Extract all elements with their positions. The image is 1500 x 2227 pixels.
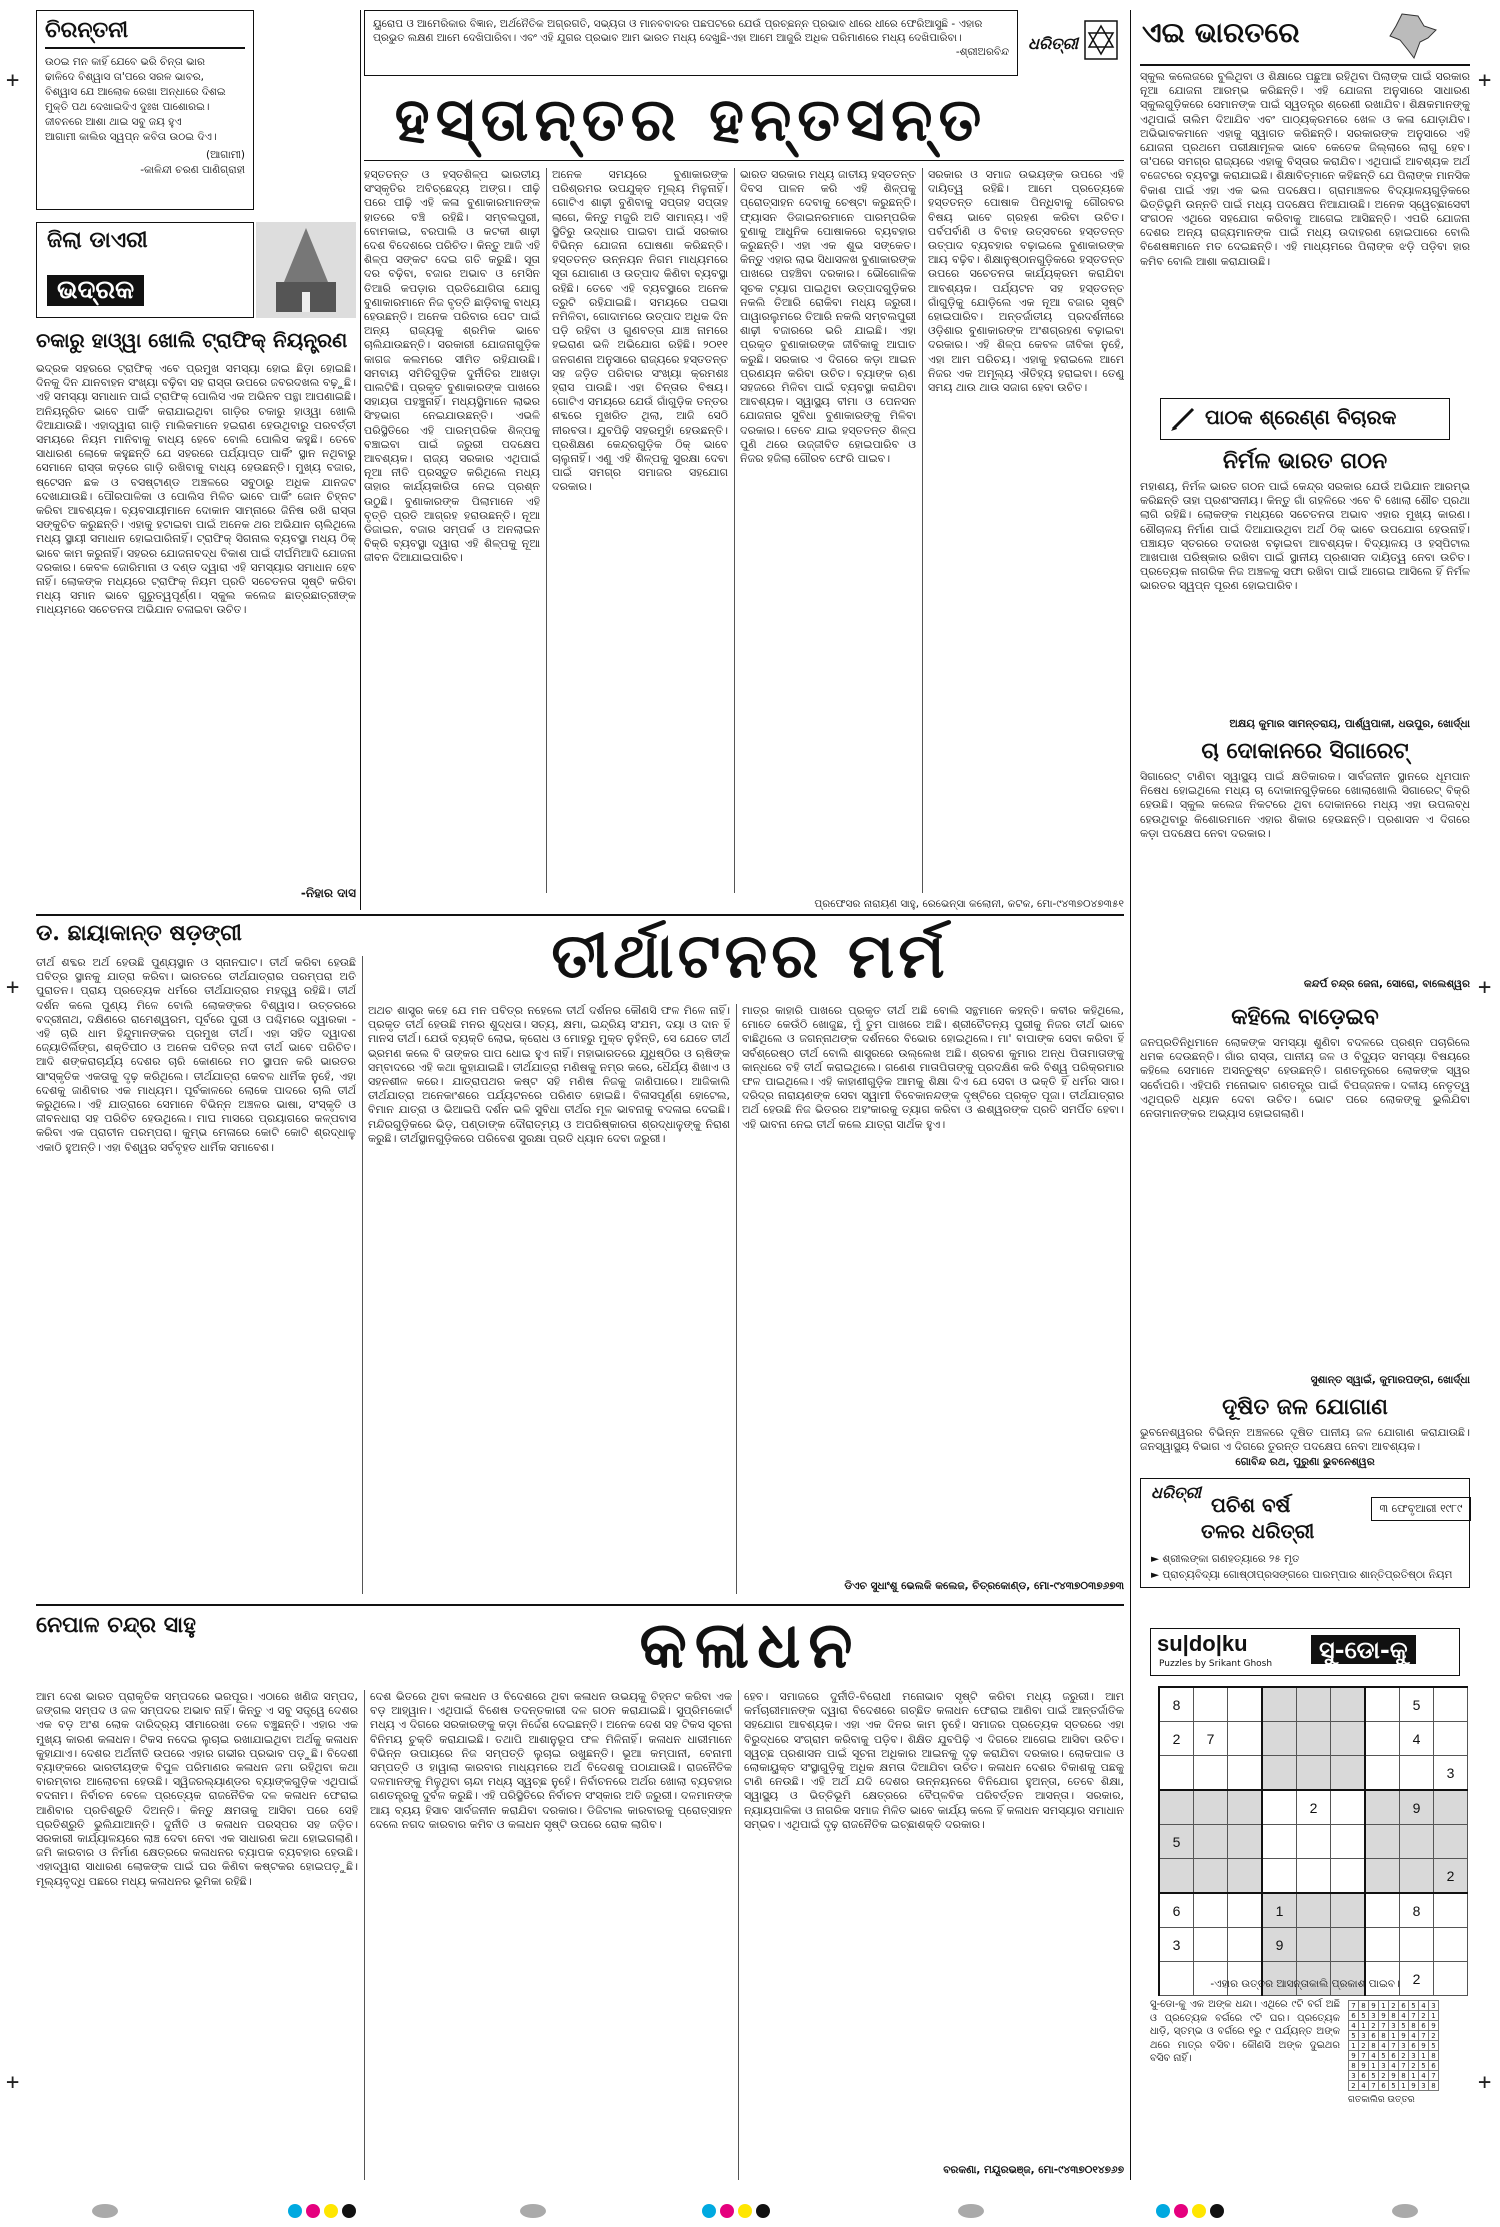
column-rule bbox=[1130, 10, 1131, 2180]
sudoku-solution-cell: 9 bbox=[1429, 2021, 1439, 2031]
paragraph: ଭାରତ ସରକାର ମଧ୍ୟ ଜାତୀୟ ହସ୍ତତନ୍ତ ଦିବସ ପାଳନ କରି ଏହି ଶିଳ୍ପକୁ ପ୍ରୋତ୍ସାହନ ଦେବାକୁ ଚେଷ୍ଟା କରୁଛନ୍ତି। ଫ୍ୟାସନ ଡିଜାଇନରମାନେ ପାରମ୍ପରିକ ବୁଣାକୁ ଆଧୁନିକ ପୋଷାକରେ ବ୍ୟବହାର କରୁଛନ୍ତି। ଏହା ଏକ ଶୁଭ ସଙ୍କେତ। କିନ୍ତୁ ଏହାର ଲାଭ ସିଧାସଳଖ ବୁଣାକାରଙ୍କ ପାଖରେ ପହଞ୍ଚିବା ଦରକାର। ଭୌଗୋଳିକ ସୂଚକ ଟ୍ୟାଗ ପାଇଥିବା ଉତ୍ପାଦଗୁଡ଼ିକର ନକଲି ତିଆରି ରୋକିବା ମଧ୍ୟ ଜରୁରୀ। ପାୱାରଲୁମରେ ତିଆରି ନକଲି ସମ୍ବଲପୁରୀ ଶାଢ଼ୀ ବଜାରରେ ଭରି ଯାଇଛି। ଏହା ପ୍ରକୃତ ବୁଣାକାରଙ୍କ ଜୀବିକାକୁ ଆଘାତ କରୁଛି। ସରକାର ଏ ଦିଗରେ କଡ଼ା ଆଇନ ପ୍ରଣୟନ କରିବା ଉଚିତ। ବ୍ୟାଙ୍କ ଋଣ ସହଜରେ ମିଳିବା ପାଇଁ ବ୍ୟବସ୍ଥା କରାଯିବା ଆବଶ୍ୟକ। ସ୍ୱାସ୍ଥ୍ୟ ବୀମା ଓ ପେନସନ ଯୋଜନାର ସୁବିଧା ବୁଣାକାରଙ୍କୁ ମିଳିବା ଦରକାର। ତେବେ ଯାଇ ହସ୍ତତନ୍ତ ଶିଳ୍ପ ପୁଣି ଥରେ ଉଜ୍ଜୀବିତ ହୋଇପାରିବ ଓ ନିଜର ହଜିଲା ଗୌରବ ଫେରି ପାଇବ। bbox=[740, 168, 916, 466]
sudoku-solution-cell: 8 bbox=[1379, 2031, 1389, 2041]
sudoku-cell bbox=[1365, 1687, 1400, 1722]
divider bbox=[1140, 64, 1470, 66]
quote-box bbox=[364, 10, 1018, 76]
star-emblem-icon bbox=[1084, 20, 1118, 60]
sudoku-cell: 3 bbox=[1159, 1928, 1194, 1962]
sudoku-solution-table bbox=[1348, 2000, 1439, 2091]
hastantara-col-2 bbox=[552, 168, 728, 893]
column-rule bbox=[546, 168, 547, 893]
jila-diary-author: -ନିହାର ଦାସ bbox=[300, 886, 356, 900]
sudoku-solution-cell: 3 bbox=[1369, 2011, 1379, 2021]
archive-item-2: ► ପ୍ରାଚ୍ୟବିଦ୍ୟା ଗୋଷ୍ଠୀପ୍ରସଙ୍ଗରେ ପାରମ୍ପାର ଶାନ୍ତିପ୍ରତିଷ୍ଠା ନିୟମ bbox=[1151, 1569, 1453, 1581]
kaladhana-col-2 bbox=[370, 1690, 732, 2180]
sudoku-cell: 2 bbox=[1400, 1962, 1434, 1996]
sudoku-cell: 2 bbox=[1159, 1722, 1194, 1756]
quote-text: ୟୁରୋପ ଓ ଆମେରିକାର ବିଜ୍ଞାନ, ଅର୍ଥନୈତିକ ଅଗ୍ରଗତି, ସଭ୍ୟତା ଓ ମାନବବାଦର ପଛପଟରେ ଯେଉଁ ପ୍ରଚ୍ଛନ୍ନ ପ୍ରଭାବ ଧୀରେ ଧୀରେ ଫେରିଆସୁଛି - ଏହାର ପ୍ରଭୁତ ଲକ୍ଷଣ ଆମେ ଦେଖିପାରିବା। ଏବଂ ଏହି ଯୁଗର ପ୍ରଭାବ ଆମ ଭାରତ ମଧ୍ୟ ଦେଖୁଛି-ଏହା ଆମେ ଆଜୁରି ଅଧିକ ପରିମାଣରେ ମଧ୍ୟ ଦେଖିପାରିବା। bbox=[373, 18, 983, 44]
sudoku-cell bbox=[1262, 1825, 1297, 1859]
letter-body-4 bbox=[1140, 1426, 1470, 1456]
sudoku-solution-cell: 4 bbox=[1389, 2061, 1399, 2071]
poem-line: ଆଗାମୀ କାଲିର ସ୍ୱପ୍ନ କବିତା ଉଠଇ ଦିଏ। bbox=[45, 131, 217, 143]
kaladhana-col-1 bbox=[36, 1690, 358, 2180]
sudoku-solution-cell: 2 bbox=[1379, 2071, 1389, 2081]
sudoku-solution-cell: 1 bbox=[1419, 2051, 1429, 2061]
sudoku-solution-cell: 5 bbox=[1429, 2041, 1439, 2051]
sudoku-cell bbox=[1297, 1825, 1331, 1859]
sudoku-solution-cell: 3 bbox=[1399, 2041, 1409, 2051]
paragraph: ଆମ ଦେଶ ଭାରତ ପ୍ରାକୃତିକ ସମ୍ପଦରେ ଭରପୂର। ଏଠାରେ ଖଣିଜ ସମ୍ପଦ, ଜଙ୍ଗଲ ସମ୍ପଦ ଓ ଜଳ ସମ୍ପଦର ଅଭାବ ନାହିଁ। କିନ୍ତୁ ଏ ସବୁ ସତ୍ତ୍ୱେ ଦେଶର ଏକ ବଡ଼ ଅଂଶ ଲୋକ ଦାରିଦ୍ର୍ୟ ସୀମାରେଖା ତଳେ ବଞ୍ଚୁଛନ୍ତି। ଏହାର ଏକ ମୁଖ୍ୟ କାରଣ କଳାଧନ। ଟିକସ ନଦେଇ ଲୁଚାଇ ରଖାଯାଇଥିବା ଅର୍ଥକୁ କଳାଧନ କୁହାଯାଏ। ଦେଶର ଅର୍ଥନୀତି ଉପରେ ଏହାର ଗଭୀର ପ୍ରଭାବ ପଡ଼ୁଛି। ବିଦେଶୀ ବ୍ୟାଙ୍କରେ ଭାରତୀୟଙ୍କ ବିପୁଳ ପରିମାଣର କଳାଧନ ଜମା ରହିଥିବା କଥା ବାରମ୍ବାର ଆଲୋଚନା ହେଉଛି। ସ୍ୱିଜରଲ୍ୟାଣ୍ଡର ବ୍ୟାଙ୍କଗୁଡ଼ିକ ଏଥିପାଇଁ ବଦନାମ। ନିର୍ବାଚନ ବେଳେ ପ୍ରତ୍ୟେକ ରାଜନୈତିକ ଦଳ କଳାଧନ ଫେରାଇ ଆଣିବାର ପ୍ରତିଶ୍ରୁତି ଦିଅନ୍ତି। କିନ୍ତୁ କ୍ଷମତାକୁ ଆସିବା ପରେ ସେହି ପ୍ରତିଶ୍ରୁତି ଭୁଲିଯାଆନ୍ତି। ଦୁର୍ନୀତି ଓ କଳାଧନ ପରସ୍ପର ସହ ଜଡ଼ିତ। ସରକାରୀ କାର୍ଯ୍ୟାଳୟରେ ଲାଞ୍ଚ ଦେବା ନେବା ଏକ ସାଧାରଣ କଥା ହୋଇଗଲାଣି। ଜମି କାରବାର ଓ ନିର୍ମାଣ କ୍ଷେତ୍ରରେ କଳାଧନର ବ୍ୟାପକ ବ୍ୟବହାର ହେଉଛି। ଏହାଦ୍ୱାରା ସାଧାରଣ ଲୋକଙ୍କ ପାଇଁ ଘର କିଣିବା କଷ୍ଟକର ହୋଇପଡ଼ୁଛି। ମୂଲ୍ୟବୃଦ୍ଧି ପଛରେ ମଧ୍ୟ କଳାଧନର ଭୂମିକା ରହିଛି। bbox=[36, 1690, 358, 1888]
letter-author-1: ଅକ୍ଷୟ କୁମାର ସାମନ୍ତରାୟ, ପାର୍ଶ୍ୱପାଳୀ, ଧଉପୁର, ଖୋର୍ଦ୍ଧା bbox=[1229, 718, 1470, 730]
sudoku-cell bbox=[1262, 1687, 1297, 1722]
sudoku-solution-cell: 9 bbox=[1389, 2071, 1399, 2081]
sudoku-grid bbox=[1158, 1686, 1468, 1996]
letter-body-3 bbox=[1140, 1036, 1470, 1372]
sudoku-cell bbox=[1297, 1859, 1331, 1894]
poem-lines bbox=[45, 55, 245, 145]
sudoku-solution-cell: 6 bbox=[1429, 2061, 1439, 2071]
hastantara-col-1 bbox=[364, 168, 540, 893]
sudoku-solution-cell: 5 bbox=[1389, 2081, 1399, 2091]
sudoku-solution-cell: 8 bbox=[1349, 2061, 1359, 2071]
sudoku-solution-cell: 1 bbox=[1359, 2021, 1369, 2031]
sudoku-cell bbox=[1297, 1756, 1331, 1791]
sudoku-cell: 7 bbox=[1194, 1722, 1228, 1756]
paragraph: ତୀର୍ଥ ଶବ୍ଦର ଅର୍ଥ ହେଉଛି ପୁଣ୍ୟସ୍ଥାନ ଓ ସ୍ନାନଘାଟ। ତୀର୍ଥ କରିବା ହେଉଛି ପବିତ୍ର ସ୍ଥାନକୁ ଯାତ୍ରା କରିବା। ଭାରତରେ ତୀର୍ଥଯାତ୍ରାର ପରମ୍ପରା ଅତି ପୁରାତନ। ପ୍ରାୟ ପ୍ରତ୍ୟେକ ଧର୍ମରେ ତୀର୍ଥଯାତ୍ରାର ମହତ୍ତ୍ୱ ରହିଛି। ତୀର୍ଥ ଦର୍ଶନ କଲେ ପୁଣ୍ୟ ମିଳେ ବୋଲି ଲୋକଙ୍କର ବିଶ୍ୱାସ। ଉତ୍ତରରେ ବଦ୍ରୀନାଥ, ଦକ୍ଷିଣରେ ରାମେଶ୍ୱରମ, ପୂର୍ବରେ ପୁରୀ ଓ ପଶ୍ଚିମରେ ଦ୍ୱାରକା - ଏହି ଚାରି ଧାମ ହିନ୍ଦୁମାନଙ୍କର ପ୍ରମୁଖ ତୀର୍ଥ। ଏହା ସହିତ ଦ୍ୱାଦଶ ଜ୍ୟୋତିର୍ଲିଙ୍ଗ, ଶକ୍ତିପୀଠ ଓ ଅନେକ ପବିତ୍ର ନଦୀ ତୀର୍ଥ ଭାବେ ପରିଚିତ। ଆଦି ଶଙ୍କରାଚାର୍ଯ୍ୟ ଦେଶର ଚାରି କୋଣରେ ମଠ ସ୍ଥାପନ କରି ଭାରତର ସାଂସ୍କୃତିକ ଏକତାକୁ ଦୃଢ଼ କରିଥିଲେ। ତୀର୍ଥଯାତ୍ରା କେବଳ ଧାର୍ମିକ ନୁହେଁ, ଏହା ଦେଶକୁ ଜାଣିବାର ଏକ ମାଧ୍ୟମ। ପୂର୍ବକାଳରେ ଲୋକେ ପାଦରେ ଚାଲି ତୀର୍ଥ କରୁଥିଲେ। ଏହି ଯାତ୍ରାରେ ସେମାନେ ବିଭିନ୍ନ ଅଞ୍ଚଳର ଭାଷା, ସଂସ୍କୃତି ଓ ଜୀବନଧାରା ସହ ପରିଚିତ ହେଉଥିଲେ। ମାଘ ମାସରେ ପ୍ରୟାଗରେ କଳ୍ପବାସ କରିବା ଏକ ପ୍ରାଚୀନ ପରମ୍ପରା। କୁମ୍ଭ ମେଳାରେ କୋଟି କୋଟି ଶ୍ରଦ୍ଧାଳୁ ଏକାଠି ହୁଅନ୍ତି। ଏହା ବିଶ୍ୱର ସର୍ବବୃହତ ଧାର୍ମିକ ସମାବେଶ। bbox=[36, 956, 356, 1154]
sudoku-solution-cell: 3 bbox=[1379, 2061, 1389, 2071]
sudoku-cell bbox=[1194, 1825, 1228, 1859]
jila-diary-body bbox=[36, 362, 356, 882]
tirthatana-col-1 bbox=[36, 956, 356, 1594]
sudoku-cell bbox=[1365, 1790, 1400, 1825]
poem-line: ଉଠଇ ମନ କାହିଁ ଯେବେ ଭରି ଚିନ୍ତା ଭାର bbox=[45, 56, 205, 68]
sudoku-solution-cell: 6 bbox=[1369, 2031, 1379, 2041]
sudoku-cell bbox=[1262, 1756, 1297, 1791]
sudoku-logo: su|do|ku bbox=[1157, 1631, 1248, 1656]
sudoku-solution-cell: 9 bbox=[1409, 2081, 1419, 2091]
sudoku-solution-cell: 5 bbox=[1379, 2051, 1389, 2061]
sudoku-cell bbox=[1331, 1687, 1366, 1722]
hastantara-headline: ହସ୍ତାନ୍ତର ହନ୍ତସନ୍ତ bbox=[394, 85, 988, 155]
letter-author-2: କନ୍ଦର୍ପ ଚନ୍ଦ୍ର ଜେନା, ସୋରୋ, ବାଲେଶ୍ୱର bbox=[1303, 978, 1470, 990]
quote-author: -ଶ୍ରୀଅରବିନ୍ଦ bbox=[955, 46, 1009, 58]
sudoku-cell bbox=[1365, 1893, 1400, 1928]
sudoku-solution-cell: 3 bbox=[1389, 2021, 1399, 2031]
sudoku-cell bbox=[1228, 1756, 1263, 1791]
sudoku-cell bbox=[1365, 1722, 1400, 1756]
sudoku-solution-cell: 2 bbox=[1399, 2051, 1409, 2061]
sudoku-solution-cell: 4 bbox=[1379, 2041, 1389, 2051]
poem-source: (ଆଗାମୀ) bbox=[206, 149, 245, 161]
archive-title-1: ପଚିଶ ବର୍ଷ bbox=[1211, 1493, 1291, 1517]
sudoku-cell bbox=[1159, 1790, 1194, 1825]
column-rule bbox=[736, 1004, 737, 1594]
sudoku-cell bbox=[1400, 1928, 1434, 1962]
tirthatana-byline: ଡ. ଛାୟାକାନ୍ତ ଷଡ଼ଙ୍ଗୀ bbox=[36, 920, 242, 946]
sudoku-rules bbox=[1150, 1998, 1340, 2158]
crop-mark-right-mid: + bbox=[1478, 975, 1492, 1000]
column-rule bbox=[922, 168, 923, 893]
sudoku-cell bbox=[1365, 1928, 1400, 1962]
sudoku-solution-cell: 7 bbox=[1369, 2081, 1379, 2091]
sudoku-cell: 4 bbox=[1400, 1722, 1434, 1756]
jila-diary-label: ଜିଲା ଡାଏରୀ bbox=[47, 227, 148, 253]
sudoku-solution-cell: 2 bbox=[1369, 2021, 1379, 2031]
sudoku-solution-cell: 8 bbox=[1359, 2001, 1369, 2011]
poem-title: ଚିରନ୍ତନୀ bbox=[45, 17, 245, 49]
masthead-logo-text: ଧରିତ୍ରୀ bbox=[1028, 34, 1078, 53]
paragraph: ଜନପ୍ରତିନିଧିମାନେ ଲୋକଙ୍କ ସମସ୍ୟା ଶୁଣିବା ବଦଳରେ ପ୍ରଶ୍ନ ପଚାରିଲେ ଧମକ ଦେଉଛନ୍ତି। ଗାଁର ରାସ୍ତା, ପାନୀୟ ଜଳ ଓ ବିଦ୍ୟୁତ ସମସ୍ୟା ବିଷୟରେ କହିଲେ ସେମାନେ ଅସନ୍ତୁଷ୍ଟ ହେଉଛନ୍ତି। ଗଣତନ୍ତ୍ରରେ ଲୋକଙ୍କ ସ୍ୱର ସର୍ବୋପରି। ଏହିପରି ମନୋଭାବ ଗଣତନ୍ତ୍ର ପାଇଁ ବିପଜ୍ଜନକ। ଦଳୀୟ ନେତୃତ୍ୱ ଏଥିପ୍ରତି ଧ୍ୟାନ ଦେବା ଉଚିତ। ଭୋଟ ପରେ ଲୋକଙ୍କୁ ଭୁଲିଯିବା ନେତାମାନଙ୍କର ଅଭ୍ୟାସ ହୋଇଗଲାଣି। bbox=[1140, 1036, 1470, 1121]
sudoku-cell bbox=[1331, 1756, 1366, 1791]
kaladhana-headline: କଳାଧନ bbox=[639, 1608, 861, 1683]
masthead-logo bbox=[1022, 12, 1122, 74]
sudoku-solution-cell: 8 bbox=[1389, 2011, 1399, 2021]
letters-header bbox=[1160, 398, 1450, 440]
sudoku-solution-cell: 7 bbox=[1419, 2031, 1429, 2041]
sudoku-solution-cell: 7 bbox=[1389, 2041, 1399, 2051]
column-rule bbox=[734, 168, 735, 893]
sudoku-solution-cell: 4 bbox=[1419, 2001, 1429, 2011]
sudoku-cell bbox=[1434, 1687, 1468, 1722]
sudoku-solution-cell: 1 bbox=[1369, 2061, 1379, 2071]
sudoku-solution-cell: 4 bbox=[1349, 2021, 1359, 2031]
sudoku-solution-cell: 2 bbox=[1419, 2011, 1429, 2021]
sudoku-solution-cell: 8 bbox=[1429, 2051, 1439, 2061]
poem-line: ମୁକ୍ତି ପଥ ଦେଖାଇଦିଏ ଦୁଃଖ ପାଶୋରଇ। bbox=[45, 101, 210, 113]
sudoku-cell bbox=[1331, 1790, 1366, 1825]
sudoku-cell bbox=[1228, 1928, 1263, 1962]
kaladhana-col-3 bbox=[744, 1690, 1124, 2160]
sudoku-solution-cell: 6 bbox=[1349, 2011, 1359, 2021]
paragraph: ସରକାର ଓ ସମାଜ ଉଭୟଙ୍କ ଉପରେ ଏହି ଦାୟିତ୍ୱ ରହିଛି। ଆମେ ପ୍ରତ୍ୟେକେ ହସ୍ତତନ୍ତ ପୋଷାକ ପିନ୍ଧିବାକୁ ଗୌରବର ବିଷୟ ଭାବେ ଗ୍ରହଣ କରିବା ଉଚିତ। ପର୍ବପର୍ବାଣି ଓ ବିବାହ ଉତ୍ସବରେ ହସ୍ତତନ୍ତ ଉତ୍ପାଦ ବ୍ୟବହାର ବଢ଼ାଇଲେ ବୁଣାକାରଙ୍କ ଆୟ ବଢ଼ିବ। ଶିକ୍ଷାନୁଷ୍ଠାନଗୁଡ଼ିକରେ ହସ୍ତତନ୍ତ ଉପରେ ସଚେତନତା କାର୍ଯ୍ୟକ୍ରମ କରାଯିବା ଆବଶ୍ୟକ। ପର୍ଯ୍ୟଟନ ସହ ହସ୍ତତନ୍ତ ଗାଁଗୁଡ଼ିକୁ ଯୋଡ଼ିଲେ ଏକ ନୂଆ ବଜାର ସୃଷ୍ଟି ହୋଇପାରିବ। ଅନ୍ତର୍ଜାତୀୟ ପ୍ରଦର୍ଶନୀରେ ଓଡ଼ିଶାର ବୁଣାକାରଙ୍କ ଅଂଶଗ୍ରହଣ ବଢ଼ାଇବା ଦରକାର। ଏହି ଶିଳ୍ପ କେବଳ ଜୀବିକା ନୁହେଁ, ଏହା ଆମ ପରିଚୟ। ଏହାକୁ ହରାଇଲେ ଆମେ ନିଜର ଏକ ଅମୂଲ୍ୟ ଐତିହ୍ୟ ହରାଇବା। ତେଣୁ ସମୟ ଥାଉ ଥାଉ ସଜାଗ ହେବା ଉଚିତ। bbox=[928, 168, 1124, 395]
hastantara-author: ପ୍ରଫେସର ନାରାୟଣ ସାହୁ, ରେଭେନ୍ସା କଲୋନୀ, କଟକ, ମୋ-୯୪୩୭୦୪୭୩୫୧ bbox=[814, 898, 1124, 910]
ei-bharat-header bbox=[1140, 10, 1460, 64]
sudoku-solution-cell: 8 bbox=[1409, 2021, 1419, 2031]
tirthatana-author: ଡିଏଚ ସୁଧାଂଶୁ ଭେଲକି କଲେଜ, ଚିତ୍ରକୋଣ୍ଡ, ମୋ-୯୪୩୭୦୩୭୬୭୩ bbox=[844, 1580, 1124, 1592]
letter-body-1 bbox=[1140, 480, 1470, 716]
sudoku-cell bbox=[1194, 1790, 1228, 1825]
paragraph: ମହାଶୟ, ନିର୍ମଳ ଭାରତ ଗଠନ ପାଇଁ କେନ୍ଦ୍ର ସରକାର ଯେଉଁ ଅଭିଯାନ ଆରମ୍ଭ କରିଛନ୍ତି ତାହା ପ୍ରଶଂସନୀୟ। କିନ୍ତୁ ଗାଁ ଗହଳିରେ ଏବେ ବି ଖୋଲା ଶୌଚ ପ୍ରଥା ଲାଗି ରହିଛି। ଲୋକଙ୍କ ମଧ୍ୟରେ ସଚେତନତା ଅଭାବ ଏହାର ମୁଖ୍ୟ କାରଣ। ଶୌଚାଳୟ ନିର୍ମାଣ ପାଇଁ ଦିଆଯାଉଥିବା ଅର୍ଥ ଠିକ୍ ଭାବେ ଉପଯୋଗ ହେଉନାହିଁ। ପଞ୍ଚାୟତ ସ୍ତରରେ ତଦାରଖ ବଢ଼ାଇବା ଆବଶ୍ୟକ। ବିଦ୍ୟାଳୟ ଓ ହସ୍ପିଟାଲ ଆଖପାଖ ପରିଷ୍କାର ରଖିବା ପାଇଁ ସ୍ଥାନୀୟ ପ୍ରଶାସନ ଦାୟିତ୍ୱ ନେବା ଉଚିତ। ପ୍ରତ୍ୟେକ ନାଗରିକ ନିଜ ଅଞ୍ଚଳକୁ ସଫା ରଖିବା ପାଇଁ ଆଗେଇ ଆସିଲେ ହିଁ ନିର୍ମଳ ଭାରତର ସ୍ୱପ୍ନ ପୂରଣ ହୋଇପାରିବ। bbox=[1140, 480, 1470, 593]
registration-strip bbox=[0, 2196, 1500, 2227]
sudoku-cell bbox=[1262, 1722, 1297, 1756]
paragraph: ସୁ-ଡୋ-କୁ ଏକ ଅଙ୍କ ଧନ୍ଦା। ଏଥିରେ ୯ଟି ବର୍ଗ ଅଛି ଓ ପ୍ରତ୍ୟେକ ବର୍ଗରେ ୯ଟି ଘର। ପ୍ରତ୍ୟେକ ଧାଡ଼ି, ସ୍ତମ୍ଭ ଓ ବର୍ଗରେ ୧ରୁ ୯ ପର୍ଯ୍ୟନ୍ତ ଅଙ୍କ ଥରେ ମାତ୍ର ବସିବ। କୌଣସି ଅଙ୍କ ଦୁଇଥର ବସିବ ନାହିଁ। bbox=[1150, 1999, 1340, 2064]
letter-title-4: ଦୂଷିତ ଜଳ ଯୋଗାଣ bbox=[1222, 1394, 1388, 1420]
sudoku-cell bbox=[1297, 1928, 1331, 1962]
crop-mark-left-mid: + bbox=[6, 975, 20, 1000]
sudoku-solution-cell: 5 bbox=[1419, 2061, 1429, 2071]
archive-date: ୩ ଫେବୃଆରୀ ୧୯୮୯ bbox=[1371, 1497, 1471, 1521]
crop-mark-right-bottom: + bbox=[1478, 2070, 1492, 2095]
paragraph: ଅନେକ ସମୟରେ ବୁଣାକାରଙ୍କ ପରିଶ୍ରମର ଉପଯୁକ୍ତ ମୂଲ୍ୟ ମିଳୁନାହିଁ। ଗୋଟିଏ ଶାଢ଼ୀ ବୁଣିବାକୁ ସପ୍ତାହ ସପ୍ତାହ ଲାଗେ, କିନ୍ତୁ ମଜୁରି ଅତି ସାମାନ୍ୟ। ଏହି ସ୍ଥିତିରୁ ଉଦ୍ଧାର ପାଇବା ପାଇଁ ସରକାର ବିଭିନ୍ନ ଯୋଜନା ଘୋଷଣା କରିଛନ୍ତି। ହସ୍ତତନ୍ତ ଉନ୍ନୟନ ନିଗମ ମାଧ୍ୟମରେ ସୂତା ଯୋଗାଣ ଓ ଉତ୍ପାଦ କିଣିବା ବ୍ୟବସ୍ଥା ରହିଛି। ତେବେ ଏହି ବ୍ୟବସ୍ଥାରେ ଅନେକ ତ୍ରୁଟି ରହିଯାଇଛି। ସମୟରେ ପଇସା ନମିଳିବା, ଗୋଦାମରେ ଉତ୍ପାଦ ଅଧିକ ଦିନ ପଡ଼ି ରହିବା ଓ ଗୁଣବତ୍ତା ଯାଞ୍ଚ ନାମରେ ହଇରାଣ ଭଳି ଅଭିଯୋଗ ରହିଛି। ୨୦୧୧ ଜନଗଣନା ଅନୁସାରେ ରାଜ୍ୟରେ ହସ୍ତତନ୍ତ ସହ ଜଡ଼ିତ ପରିବାର ସଂଖ୍ୟା କ୍ରମଶଃ ହ୍ରାସ ପାଉଛି। ଏହା ଚିନ୍ତାର ବିଷୟ। ଗୋଟିଏ ସମୟରେ ଯେଉଁ ଗାଁଗୁଡ଼ିକ ତନ୍ତର ଶବ୍ଦରେ ମୁଖରିତ ଥିଲା, ଆଜି ସେଠି ନୀରବତା। ଯୁବପିଢ଼ି ସହରମୁହାଁ ହେଉଛନ୍ତି। ପ୍ରଶିକ୍ଷଣ କେନ୍ଦ୍ରଗୁଡ଼ିକ ଠିକ୍ ଭାବେ ଚାଲୁନାହିଁ। ଏଣୁ ଏହି ଶିଳ୍ପକୁ ସୁରକ୍ଷା ଦେବା ପାଇଁ ସମଗ୍ର ସମାଜର ସହଯୋଗ ଦରକାର। bbox=[552, 168, 728, 494]
india-map-icon bbox=[1380, 12, 1440, 62]
sudoku-solution-cell: 8 bbox=[1399, 2071, 1409, 2081]
letter-author-4: ଗୋବିନ୍ଦ ରଥ, ପୁରୁଣା ଭୁବନେଶ୍ୱର bbox=[1235, 1456, 1375, 1468]
sudoku-cell: 8 bbox=[1400, 1893, 1434, 1928]
sudoku-solution-cell: 3 bbox=[1359, 2031, 1369, 2041]
sudoku-cell bbox=[1331, 1825, 1366, 1859]
crop-mark-left-top: + bbox=[6, 68, 20, 93]
letter-title-1: ନିର୍ମଳ ଭାରତ ଗଠନ bbox=[1222, 448, 1388, 474]
sudoku-table bbox=[1158, 1686, 1468, 1996]
sudoku-solution-cell: 2 bbox=[1349, 2081, 1359, 2091]
sudoku-solution-cell: 5 bbox=[1359, 2011, 1369, 2021]
sudoku-cell bbox=[1228, 1825, 1263, 1859]
sudoku-solution-cell: 4 bbox=[1369, 2051, 1379, 2061]
archive-item-1: ► ଶ୍ରୀଲଙ୍କା ଗଣହତ୍ୟାରେ ୨୫ ମୃତ bbox=[1151, 1553, 1300, 1565]
sudoku-solution-cell: 8 bbox=[1429, 2081, 1439, 2091]
sudoku-header bbox=[1150, 1628, 1460, 1676]
hastantara-col-4 bbox=[928, 168, 1124, 893]
sudoku-cell bbox=[1228, 1859, 1263, 1894]
kaladhana-byline: ନେପାଳ ଚନ୍ଦ୍ର ସାହୁ bbox=[36, 1612, 196, 1638]
poem-line: ବିଶ୍ୱାସ ଯେ ଆଲୋକ ରେଖା ଅନ୍ଧାରେ ଦିଶଇ bbox=[45, 86, 226, 98]
sudoku-solution-cell: 3 bbox=[1429, 2001, 1439, 2011]
letters-header-title: ପାଠକ ଶ୍ରେଣ୍ଣ ବିଚାରକ bbox=[1205, 405, 1397, 429]
sudoku-cell bbox=[1194, 1859, 1228, 1894]
sudoku-solution-cell: 6 bbox=[1399, 2001, 1409, 2011]
sudoku-cell: 2 bbox=[1297, 1790, 1331, 1825]
archive-logo: ଧରିତ୍ରୀ bbox=[1151, 1483, 1201, 1502]
sudoku-solution-cell: 6 bbox=[1379, 2081, 1389, 2091]
sudoku-cell bbox=[1194, 1893, 1228, 1928]
archive-item-text: ଶ୍ରୀଲଙ୍କା ଗଣହତ୍ୟାରେ ୨୫ ମୃତ bbox=[1162, 1553, 1300, 1565]
sudoku-solution-label: ଗତକାଲିର ଉତ୍ତର bbox=[1348, 2095, 1415, 2105]
sudoku-solution-cell: 7 bbox=[1349, 2001, 1359, 2011]
poem-line: ଢାଳିଦେ ବିଶ୍ୱାସ ତା'ପରେ ସରଳ ଭାବର, bbox=[45, 71, 205, 83]
sudoku-cell bbox=[1331, 1722, 1366, 1756]
sudoku-cell: 2 bbox=[1434, 1859, 1468, 1894]
sudoku-cell bbox=[1434, 1893, 1468, 1928]
sudoku-cell bbox=[1228, 1722, 1263, 1756]
tirthatana-col-3 bbox=[742, 1004, 1124, 1578]
archive-title-2: ତଳର ଧରିତ୍ରୀ bbox=[1201, 1519, 1315, 1543]
sudoku-solution-cell: 4 bbox=[1399, 2011, 1409, 2021]
sudoku-solution-cell: 3 bbox=[1409, 2051, 1419, 2061]
sudoku-cell bbox=[1159, 1859, 1194, 1894]
sudoku-solution-cell: 5 bbox=[1369, 2071, 1379, 2081]
sudoku-cell bbox=[1194, 1928, 1228, 1962]
paragraph: ଅଥଚ ଶାସ୍ତ୍ର କହେ ଯେ ମନ ପବିତ୍ର ନହେଲେ ତୀର୍ଥ ଦର୍ଶନର କୌଣସି ଫଳ ମିଳେ ନାହିଁ। ପ୍ରକୃତ ତୀର୍ଥ ହେଉଛି ମନର ଶୁଦ୍ଧତା। ସତ୍ୟ, କ୍ଷମା, ଇନ୍ଦ୍ରିୟ ସଂଯମ, ଦୟା ଓ ଦାନ ହିଁ ମାନସ ତୀର୍ଥ। ଯେଉଁ ବ୍ୟକ୍ତି ଲୋଭ, କ୍ରୋଧ ଓ ମୋହରୁ ମୁକ୍ତ ନୁହଁନ୍ତି, ସେ ଯେତେ ତୀର୍ଥ ଭ୍ରମଣ କଲେ ବି ତାଙ୍କର ପାପ ଧୋଇ ହୁଏ ନାହିଁ। ମହାଭାରତରେ ଯୁଧିଷ୍ଠିର ଓ ଋଷିଙ୍କ ସମ୍ବାଦରେ ଏହି କଥା କୁହାଯାଇଛି। ତୀର୍ଥଯାତ୍ରା ମଣିଷକୁ ନମ୍ର କରେ, ଧୈର୍ଯ୍ୟ ଶିଖାଏ ଓ ସହନଶୀଳ କରେ। ଯାତ୍ରାପଥର କଷ୍ଟ ସହି ମଣିଷ ନିଜକୁ ଜାଣିପାରେ। ଆଜିକାଲି ତୀର୍ଥଯାତ୍ରା ଅନେକାଂଶରେ ପର୍ଯ୍ୟଟନରେ ପରିଣତ ହୋଇଛି। ବିଳାସପୂର୍ଣ୍ଣ ହୋଟେଲ, ବିମାନ ଯାତ୍ରା ଓ ଭିଆଇପି ଦର୍ଶନ ଭଳି ସୁବିଧା ତୀର୍ଥର ମୂଳ ଭାବନାକୁ ବଦଳାଇ ଦେଇଛି। ମନ୍ଦିରଗୁଡ଼ିକରେ ଭିଡ଼, ପଣ୍ଡାଙ୍କ ଦୌରାତ୍ମ୍ୟ ଓ ଅପରିଷ୍କାରତା ଶ୍ରଦ୍ଧାଳୁଙ୍କୁ ନିରାଶ କରୁଛି। ତୀର୍ଥସ୍ଥାନଗୁଡ଼ିକରେ ପରିବେଶ ସୁରକ୍ଷା ପ୍ରତି ଧ୍ୟାନ ଦେବା ଜରୁରୀ। bbox=[368, 1004, 730, 1145]
sudoku-solution-cell: 7 bbox=[1409, 2011, 1419, 2021]
paragraph: ଭଦ୍ରକ ସହରରେ ଟ୍ରାଫିକ୍ ଏବେ ପ୍ରମୁଖ ସମସ୍ୟା ହୋଇ ଛିଡ଼ା ହୋଇଛି। ଦିନକୁ ଦିନ ଯାନବାହନ ସଂଖ୍ୟା ବଢ଼ିବା ସହ ରାସ୍ତା ଉପରେ ଜବରଦଖଲ ବଢ଼ୁଛି। ଏହି ସମସ୍ୟା ସମାଧାନ ପାଇଁ ଟ୍ରାଫିକ୍ ପୋଲିସ ଏକ ଅଭିନବ ପନ୍ଥା ଆପଣାଇଛି। ଅନିୟନ୍ତ୍ରିତ ଭାବେ ପାର୍କିଂ କରାଯାଇଥିବା ଗାଡ଼ିର ଚକାରୁ ହାଓ୍ୱା ଖୋଲି ଦିଆଯାଉଛି। ଏହାଦ୍ୱାରା ଗାଡ଼ି ମାଲିକମାନେ ହଇରାଣ ହେଉଥିବାରୁ ପରବର୍ତ୍ତୀ ସମୟରେ ନିୟମ ମାନିବାକୁ ବାଧ୍ୟ ହେବେ ବୋଲି ପୋଲିସ କହୁଛି। ତେବେ ସାଧାରଣ ଲୋକେ କହୁଛନ୍ତି ଯେ ସହରରେ ପର୍ଯ୍ୟାପ୍ତ ପାର୍କିଂ ସ୍ଥାନ ନଥିବାରୁ ସେମାନେ ରାସ୍ତା କଡ଼ରେ ଗାଡ଼ି ରଖିବାକୁ ବାଧ୍ୟ ହେଉଛନ୍ତି। ମୁଖ୍ୟ ବଜାର, ଷ୍ଟେସନ ଛକ ଓ ବସଷ୍ଟାଣ୍ଡ ଅଞ୍ଚଳରେ ସବୁଠାରୁ ଅଧିକ ଯାନଜଟ ଦେଖାଯାଉଛି। ପୌରପାଳିକା ଓ ପୋଲିସ ମିଳିତ ଭାବେ ପାର୍କିଂ ଜୋନ ଚିହ୍ନଟ କରିବା ଆବଶ୍ୟକ। ବ୍ୟବସାୟୀମାନେ ଦୋକାନ ସାମ୍ନାରେ ଜିନିଷ ରଖି ରାସ୍ତା ସଙ୍କୁଚିତ କରୁଛନ୍ତି। ଏହାକୁ ହଟାଇବା ପାଇଁ ଅନେକ ଥର ଅଭିଯାନ ଚାଲିଥିଲେ ମଧ୍ୟ ସ୍ଥାୟୀ ସମାଧାନ ହୋଇପାରିନାହିଁ। ଟ୍ରାଫିକ୍ ସିଗନାଲ ବ୍ୟବସ୍ଥା ମଧ୍ୟ ଠିକ୍ ଭାବେ କାମ କରୁନାହିଁ। ସହରର ଯୋଜନାବଦ୍ଧ ବିକାଶ ପାଇଁ ଦୀର୍ଘମିଆଦି ଯୋଜନା ଦରକାର। କେବଳ ଜୋରିମାନା ଓ ଦଣ୍ଡ ଦ୍ୱାରା ଏହି ସମସ୍ୟାର ସମାଧାନ ହେବ ନାହିଁ। ଲୋକଙ୍କ ମଧ୍ୟରେ ଟ୍ରାଫିକ୍ ନିୟମ ପ୍ରତି ସଚେତନତା ସୃଷ୍ଟି କରିବା ମଧ୍ୟ ସମାନ ଭାବେ ଗୁରୁତ୍ୱପୂର୍ଣ୍ଣ। ସ୍କୁଲ କଲେଜ ଛାତ୍ରଛାତ୍ରୀଙ୍କ ମାଧ୍ୟମରେ ସଚେତନତା ଅଭିଯାନ ଚଳାଇବା ଉଚିତ। bbox=[36, 362, 356, 617]
jila-diary-box bbox=[36, 222, 254, 318]
sudoku-solution-cell: 6 bbox=[1389, 2051, 1399, 2061]
sudoku-cell bbox=[1434, 1928, 1468, 1962]
sudoku-solution-cell: 7 bbox=[1379, 2021, 1389, 2031]
sudoku-cell bbox=[1228, 1687, 1263, 1722]
sudoku-cell: 3 bbox=[1434, 1756, 1468, 1791]
sudoku-solution-cell: 2 bbox=[1389, 2001, 1399, 2011]
sudoku-cell: 9 bbox=[1262, 1928, 1297, 1962]
sudoku-solution-cell: 6 bbox=[1359, 2071, 1369, 2081]
sudoku-solution-cell: 4 bbox=[1409, 2031, 1419, 2041]
sudoku-solution-cell: 9 bbox=[1419, 2041, 1429, 2051]
crop-mark-left-bottom: + bbox=[6, 2070, 20, 2095]
sudoku-solution-cell: 1 bbox=[1409, 2071, 1419, 2081]
sudoku-solution-cell: 3 bbox=[1349, 2071, 1359, 2081]
sudoku-solution-cell: 5 bbox=[1399, 2021, 1409, 2031]
sudoku-solution-cell: 1 bbox=[1389, 2031, 1399, 2041]
column-rule bbox=[362, 956, 363, 1594]
hastantara-col-3 bbox=[740, 168, 916, 893]
sudoku-title-odia: ସୁ-ଡୋ-କୁ bbox=[1311, 1635, 1416, 1664]
paragraph: ସିଗାରେଟ୍ ଟାଣିବା ସ୍ୱାସ୍ଥ୍ୟ ପାଇଁ କ୍ଷତିକାରକ। ସାର୍ବଜନୀନ ସ୍ଥାନରେ ଧୂମପାନ ନିଷେଧ ହୋଇଥିଲେ ମଧ୍ୟ ଚା ଦୋକାନଗୁଡ଼ିକରେ ଖୋଲାଖୋଲି ସିଗାରେଟ୍ ବିକ୍ରି ହେଉଛି। ସ୍କୁଲ କଲେଜ ନିକଟରେ ଥିବା ଦୋକାନରେ ମଧ୍ୟ ଏହା ଉପଲବ୍ଧ ହେଉଥିବାରୁ କିଶୋରମାନେ ଏହାର ଶିକାର ହେଉଛନ୍ତି। ପ୍ରଶାସନ ଏ ଦିଗରେ କଡ଼ା ପଦକ୍ଷେପ ନେବା ଦରକାର। bbox=[1140, 770, 1470, 840]
sudoku-cell bbox=[1331, 1893, 1366, 1928]
ei-bharat-title: ଏଇ ଭାରତରେ bbox=[1142, 16, 1300, 49]
sudoku-cell: 5 bbox=[1159, 1825, 1194, 1859]
paragraph: ସ୍କୁଲ କଲେଜରେ ବୁଲିଥିବା ଓ ଶିକ୍ଷାରେ ପଛୁଆ ରହିଥିବା ପିଲାଙ୍କ ପାଇଁ ସରକାର ନୂଆ ଯୋଜନା ଆରମ୍ଭ କରିଛନ୍ତି। ଏହି ଯୋଜନା ଅନୁସାରେ ସାଧାରଣ ସ୍କୁଲଗୁଡ଼ିକରେ ସେମାନଙ୍କ ପାଇଁ ସ୍ୱତନ୍ତ୍ର ଶ୍ରେଣୀ ରଖାଯିବ। ଶିକ୍ଷକମାନଙ୍କୁ ଏଥିପାଇଁ ତାଲିମ ଦିଆଯିବ ଏବଂ ପାଠ୍ୟକ୍ରମରେ ଖେଳ ଓ କଳା ଯୋଡ଼ାଯିବ। ଅଭିଭାବକମାନେ ଏହାକୁ ସ୍ୱାଗତ କରିଛନ୍ତି। ସରକାରଙ୍କ ଅନୁସାରେ ଏହି ଯୋଜନା ପ୍ରଥମେ ପରୀକ୍ଷାମୂଳକ ଭାବେ କେତେକ ଜିଲ୍ଲାରେ ଲାଗୁ ହେବ। ତା'ପରେ ସମଗ୍ର ରାଜ୍ୟରେ ଏହାକୁ ବିସ୍ତାର କରାଯିବ। ଏଥିପାଇଁ ଆବଶ୍ୟକ ଅର୍ଥ ବଜେଟରେ ବ୍ୟବସ୍ଥା କରାଯାଇଛି। ଶିକ୍ଷାବିତ୍‌ମାନେ କହିଛନ୍ତି ଯେ ପିଲାଙ୍କ ମାନସିକ ବିକାଶ ପାଇଁ ଏହା ଏକ ଭଲ ପଦକ୍ଷେପ। ଗ୍ରାମାଞ୍ଚଳର ବିଦ୍ୟାଳୟଗୁଡ଼ିକରେ ଭିତ୍ତିଭୂମି ଉନ୍ନତି ପାଇଁ ମଧ୍ୟ ପଦକ୍ଷେପ ନିଆଯାଉଛି। ଅନେକ ସ୍ୱେଚ୍ଛାସେବୀ ସଂଗଠନ ଏଥିରେ ସହଯୋଗ କରିବାକୁ ଆଗେଇ ଆସିଛନ୍ତି। ଏପରି ଯୋଜନା ଦେଶର ଅନ୍ୟ ରାଜ୍ୟମାନଙ୍କ ପାଇଁ ମଧ୍ୟ ଉଦାହରଣ ହୋଇପାରେ ବୋଲି ବିଶେଷଜ୍ଞମାନେ ମତ ଦେଇଛନ୍ତି। ଏହି ମାଧ୍ୟମରେ ପିଲାଙ୍କ ଝଡ଼ି ପଡ଼ିବା ହାର କମିବ ବୋଲି ଆଶା କରାଯାଉଛି। bbox=[1140, 70, 1470, 268]
sudoku-solution-cell: 1 bbox=[1429, 2011, 1439, 2021]
letter-author-3: ସୁଶାନ୍ତ ସ୍ୱାଇଁ, କୁମାରପଙ୍ଗ, ଖୋର୍ଦ୍ଧା bbox=[1310, 1374, 1470, 1386]
pen-icon bbox=[1169, 405, 1199, 433]
sudoku-cell bbox=[1400, 1756, 1434, 1791]
sudoku-solution-cell: 7 bbox=[1429, 2071, 1439, 2081]
sudoku-cell bbox=[1159, 1756, 1194, 1791]
sudoku-solution-cell: 1 bbox=[1379, 2001, 1389, 2011]
sudoku-cell bbox=[1365, 1859, 1400, 1894]
sudoku-cell bbox=[1365, 1756, 1400, 1791]
sudoku-solution-cell: 6 bbox=[1409, 2041, 1419, 2051]
sudoku-solution-cell: 5 bbox=[1409, 2001, 1419, 2011]
sudoku-cell bbox=[1331, 1859, 1366, 1894]
poem-line: ଜୀବନରେ ଆଶା ଥାଇ ସବୁ ଜୟ ହୁଏ bbox=[45, 116, 182, 128]
sudoku-cell bbox=[1228, 1790, 1263, 1825]
sudoku-solution-cell: 7 bbox=[1399, 2061, 1409, 2071]
sudoku-cell bbox=[1434, 1825, 1468, 1859]
sudoku-cell bbox=[1434, 1722, 1468, 1756]
paragraph: ଦେଶ ଭିତରେ ଥିବା କଳାଧନ ଓ ବିଦେଶରେ ଥିବା କଳାଧନ ଉଭୟକୁ ଚିହ୍ନଟ କରିବା ଏକ ବଡ଼ ଆହ୍ୱାନ। ଏଥିପାଇଁ ବିଶେଷ ତଦନ୍ତକାରୀ ଦଳ ଗଠନ କରାଯାଇଛି। ସୁପ୍ରିମକୋର୍ଟ ମଧ୍ୟ ଏ ଦିଗରେ ସରକାରଙ୍କୁ କଡ଼ା ନିର୍ଦ୍ଦେଶ ଦେଇଛନ୍ତି। ଅନେକ ଦେଶ ସହ ଟିକସ ସୂଚନା ବିନିମୟ ଚୁକ୍ତି କରାଯାଇଛି। ତଥାପି ଆଶାନୁରୂପ ଫଳ ମିଳିନାହିଁ। କଳାଧନ ଧାରୀମାନେ ବିଭିନ୍ନ ଉପାୟରେ ନିଜ ସମ୍ପତ୍ତି ଲୁଚାଇ ରଖୁଛନ୍ତି। ଭୂଆ କମ୍ପାନୀ, ବେନାମୀ ସମ୍ପତ୍ତି ଓ ହାୱାଲା କାରବାର ମାଧ୍ୟମରେ ଅର୍ଥ ବିଦେଶକୁ ପଠାଯାଉଛି। ରାଜନୈତିକ ଦଳମାନଙ୍କୁ ମିଳୁଥିବା ଚାନ୍ଦା ମଧ୍ୟ ସ୍ୱଚ୍ଛ ନୁହେଁ। ନିର୍ବାଚନରେ ଅର୍ଥର ଖୋଲା ବ୍ୟବହାର ଗଣତନ୍ତ୍ରକୁ ଦୁର୍ବଳ କରୁଛି। ଏହି ପରିସ୍ଥିତିରେ ନିର୍ବାଚନ ସଂସ୍କାର ଅତି ଜରୁରୀ। ଦଳମାନଙ୍କ ଆୟ ବ୍ୟୟ ହିସାବ ସାର୍ବଜନୀନ କରାଯିବା ଦରକାର। ଡିଜିଟାଲ କାରବାରକୁ ପ୍ରୋତ୍ସାହନ ଦେଲେ ନଗଦ କାରବାର କମିବ ଓ କଳାଧନ ସୃଷ୍ଟି ଉପରେ ରୋକ ଲାଗିବ। bbox=[370, 1690, 732, 1831]
letter-title-3: କହିଲେ ବାଡ଼େଇବ bbox=[1231, 1004, 1379, 1030]
letter-title-2: ଚା ଦୋକାନରେ ସିଗାରେଟ୍ bbox=[1201, 738, 1409, 764]
paragraph: ଭୁବନେଶ୍ୱରର ବିଭିନ୍ନ ଅଞ୍ଚଳରେ ଦୂଷିତ ପାନୀୟ ଜଳ ଯୋଗାଣ କରାଯାଉଛି। ଜନସ୍ୱାସ୍ଥ୍ୟ ବିଭାଗ ଏ ଦିଗରେ ତୁରନ୍ତ ପଦକ୍ଷେପ ନେବା ଆବଶ୍ୟକ। bbox=[1140, 1426, 1470, 1454]
temple-photo-icon bbox=[256, 222, 356, 318]
sudoku-cell bbox=[1400, 1825, 1434, 1859]
sudoku-solution-cell: 7 bbox=[1359, 2051, 1369, 2061]
sudoku-solution-cell: 9 bbox=[1349, 2051, 1359, 2061]
sudoku-solution-cell: 1 bbox=[1399, 2081, 1409, 2091]
sudoku-byline: Puzzles by Srikant Ghosh bbox=[1159, 1659, 1273, 1669]
paragraph: ହସ୍ତତନ୍ତ ଓ ହସ୍ତଶିଳ୍ପ ଭାରତୀୟ ସଂସ୍କୃତିର ଅବିଚ୍ଛେଦ୍ୟ ଅଙ୍ଗ। ପୀଢ଼ି ପରେ ପୀଢ଼ି ଏହି କଳା ବୁଣାକାରମାନଙ୍କ ହାତରେ ବଞ୍ଚି ରହିଛି। ସମ୍ବଲପୁରୀ, ବୋମକାଇ, ବରପାଲି ଓ କଟକୀ ଶାଢ଼ୀ ଦେଶ ବିଦେଶରେ ପରିଚିତ। କିନ୍ତୁ ଆଜି ଏହି ଶିଳ୍ପ ସଙ୍କଟ ଦେଇ ଗତି କରୁଛି। ସୂତା ଦର ବଢ଼ିବା, ବଜାର ଅଭାବ ଓ ମେସିନ ତିଆରି କପଡ଼ାର ପ୍ରତିଯୋଗିତା ଯୋଗୁ ବୁଣାକାରମାନେ ନିଜ ବୃତ୍ତି ଛାଡ଼ିବାକୁ ବାଧ୍ୟ ହେଉଛନ୍ତି। ଅନେକ ପରିବାର ପେଟ ପାଇଁ ଅନ୍ୟ ରାଜ୍ୟକୁ ଶ୍ରମିକ ଭାବେ ଚାଲିଯାଉଛନ୍ତି। ସରକାରୀ ଯୋଜନାଗୁଡ଼ିକ କାଗଜ କଲମରେ ସୀମିତ ରହିଯାଉଛି। ସମବାୟ ସମିତିଗୁଡ଼ିକ ଦୁର୍ନୀତିର ଆଖଡ଼ା ପାଲଟିଛି। ପ୍ରକୃତ ବୁଣାକାରଙ୍କ ପାଖରେ ସହାୟତା ପହଞ୍ଚୁନାହିଁ। ମଧ୍ୟସ୍ଥିମାନେ ଲାଭର ସିଂହଭାଗ ନେଇଯାଉଛନ୍ତି। ଏଭଳି ପରିସ୍ଥିତିରେ ଏହି ପାରମ୍ପରିକ ଶିଳ୍ପକୁ ବଞ୍ଚାଇବା ପାଇଁ ଜରୁରୀ ପଦକ୍ଷେପ ଆବଶ୍ୟକ। ରାଜ୍ୟ ସରକାର ଏଥିପାଇଁ ନୂଆ ନୀତି ପ୍ରସ୍ତୁତ କରିଥିଲେ ମଧ୍ୟ ତାହାର କାର୍ଯ୍ୟକାରିତା ନେଇ ପ୍ରଶ୍ନ ଉଠୁଛି। ବୁଣାକାରଙ୍କ ପିଲାମାନେ ଏହି ବୃତ୍ତି ପ୍ରତି ଆଗ୍ରହ ହରାଉଛନ୍ତି। ନୂଆ ଡିଜାଇନ, ବଜାର ସମ୍ପର୍କ ଓ ଅନଲାଇନ ବିକ୍ରି ବ୍ୟବସ୍ଥା ଦ୍ୱାରା ଏହି ଶିଳ୍ପକୁ ନୂଆ ଜୀବନ ଦିଆଯାଇପାରିବ। bbox=[364, 168, 540, 565]
divider bbox=[364, 160, 1124, 161]
archive-item-text: ପ୍ରାଚ୍ୟବିଦ୍ୟା ଗୋଷ୍ଠୀପ୍ରସଙ୍ଗରେ ପାରମ୍ପାର ଶାନ୍ତିପ୍ରତିଷ୍ଠା ନିୟମ bbox=[1162, 1569, 1453, 1581]
sudoku-cell bbox=[1297, 1893, 1331, 1928]
sudoku-solution-cell: 3 bbox=[1419, 2081, 1429, 2091]
sudoku-cell bbox=[1331, 1928, 1366, 1962]
sudoku-cell: 5 bbox=[1400, 1687, 1434, 1722]
sudoku-solution-cell: 9 bbox=[1399, 2031, 1409, 2041]
column-rule bbox=[360, 10, 361, 910]
sudoku-cell bbox=[1194, 1687, 1228, 1722]
sudoku-solution-cell: 8 bbox=[1369, 2041, 1379, 2051]
sudoku-cell bbox=[1297, 1687, 1331, 1722]
kaladhana-author: ବରକଣା, ମୟୂରଭଞ୍ଜ, ମୋ-୯୪୩୭୦୧୪୭୬୭ bbox=[943, 2164, 1124, 2176]
sudoku-cell: 6 bbox=[1159, 1893, 1194, 1928]
sudoku-solution-cell: 9 bbox=[1379, 2011, 1389, 2021]
paragraph: ମାତ୍ର କାହାରି ପାଖରେ ପ୍ରକୃତ ତୀର୍ଥ ଅଛି ବୋଲି ସନ୍ଥମାନେ କହନ୍ତି। କବୀର କହିଥିଲେ, ମୋତେ କେଉଁଠି ଖୋଜୁଛ, ମୁଁ ତୁମ ପାଖରେ ଅଛି। ଶ୍ରୀଚୈତନ୍ୟ ପୁରୀକୁ ନିଜର ତୀର୍ଥ ଭାବେ ବାଛିଥିଲେ ଓ ଜଗନ୍ନାଥଙ୍କ ଦର୍ଶନରେ ବିଭୋର ହୋଇଥିଲେ। ମା' ବାପାଙ୍କ ସେବା କରିବା ହିଁ ସର୍ବଶ୍ରେଷ୍ଠ ତୀର୍ଥ ବୋଲି ଶାସ୍ତ୍ରରେ ଉଲ୍ଲେଖ ଅଛି। ଶ୍ରବଣ କୁମାର ଅନ୍ଧ ପିତାମାତାଙ୍କୁ କାନ୍ଧରେ ବହି ତୀର୍ଥ କରାଇଥିଲେ। ଗଣେଶ ମାତାପିତାଙ୍କୁ ପ୍ରଦକ୍ଷିଣ କରି ବିଶ୍ୱ ପରିକ୍ରମାର ଫଳ ପାଇଥିଲେ। ଏହି କାହାଣୀଗୁଡ଼ିକ ଆମକୁ ଶିକ୍ଷା ଦିଏ ଯେ ସେବା ଓ ଭକ୍ତି ହିଁ ଧର୍ମର ସାର। ଦରିଦ୍ର ନାରାୟଣଙ୍କ ସେବା ସ୍ୱାମୀ ବିବେକାନନ୍ଦଙ୍କ ଦୃଷ୍ଟିରେ ପ୍ରକୃତ ପୂଜା। ତୀର୍ଥଯାତ୍ରାର ଅର୍ଥ ହେଉଛି ନିଜ ଭିତରର ଅହଂକାରକୁ ତ୍ୟାଗ କରିବା ଓ ଈଶ୍ୱରଙ୍କ ପ୍ରତି ସମର୍ପିତ ହେବା। ଏହି ଭାବନା ନେଇ ତୀର୍ଥ କଲେ ଯାତ୍ରା ସାର୍ଥକ ହୁଏ। bbox=[742, 1004, 1124, 1131]
column-rule bbox=[738, 1690, 739, 2180]
tirthatana-headline: ତୀର୍ଥାଟନର ମର୍ମ bbox=[551, 919, 949, 992]
sudoku-solution bbox=[1348, 2000, 1439, 2105]
sudoku-cell bbox=[1228, 1893, 1263, 1928]
tirthatana-col-2 bbox=[368, 1004, 730, 1594]
sudoku-cell bbox=[1262, 1790, 1297, 1825]
sudoku-cell: 1 bbox=[1262, 1893, 1297, 1928]
sudoku-cell bbox=[1400, 1859, 1434, 1894]
ei-bharat-body bbox=[1140, 70, 1470, 392]
column-rule bbox=[364, 1690, 365, 2180]
sudoku-solution-cell: 2 bbox=[1359, 2041, 1369, 2051]
sudoku-cell: 8 bbox=[1159, 1687, 1194, 1722]
sudoku-cell bbox=[1262, 1859, 1297, 1894]
sudoku-solution-cell: 2 bbox=[1429, 2031, 1439, 2041]
sudoku-solution-cell: 6 bbox=[1419, 2021, 1429, 2031]
sudoku-cell bbox=[1434, 1790, 1468, 1825]
jila-diary-district: ଭଦ୍ରକ bbox=[47, 275, 144, 306]
sudoku-solution-cell: 4 bbox=[1419, 2071, 1429, 2081]
sudoku-solution-cell: 9 bbox=[1359, 2061, 1369, 2071]
sudoku-cell bbox=[1365, 1825, 1400, 1859]
sudoku-solution-cell: 9 bbox=[1369, 2001, 1379, 2011]
paragraph: ହେବ। ସମାଜରେ ଦୁର୍ନୀତି-ବିରୋଧୀ ମନୋଭାବ ସୃଷ୍ଟି କରିବା ମଧ୍ୟ ଜରୁରୀ। ଆମ କର୍ମଚାରୀମାନଙ୍କ ଦ୍ୱାରା ବିଦେଶରେ ଗଚ୍ଛିତ କଳାଧନ ଫେରାଇ ଆଣିବା ପାଇଁ ଆନ୍ତର୍ଜାତିକ ସହଯୋଗ ଆବଶ୍ୟକ। ଏହା ଏକ ଦିନର କାମ ନୁହେଁ। ସମାଜର ପ୍ରତ୍ୟେକ ସ୍ତରରେ ଏହା ବିରୁଦ୍ଧରେ ସଂଗ୍ରାମ କରିବାକୁ ପଡ଼ିବ। ଶିକ୍ଷିତ ଯୁବପିଢ଼ି ଏ ଦିଗରେ ଆଗେଇ ଆସିବା ଉଚିତ। ସ୍ୱଚ୍ଛ ପ୍ରଶାସନ ପାଇଁ ସୂଚନା ଅଧିକାର ଆଇନକୁ ଦୃଢ଼ କରାଯିବା ଦରକାର। ଲୋକପାଳ ଓ ଲୋକାୟୁକ୍ତ ସଂସ୍ଥାଗୁଡ଼ିକୁ ଅଧିକ କ୍ଷମତା ଦିଆଯିବା ଉଚିତ। କଳାଧନ ଦେଶର ବିକାଶକୁ ପଛକୁ ଟାଣି ନେଉଛି। ଏହି ଅର୍ଥ ଯଦି ଦେଶର ଉନ୍ନୟନରେ ବିନିଯୋଗ ହୁଅନ୍ତା, ତେବେ ଶିକ୍ଷା, ସ୍ୱାସ୍ଥ୍ୟ ଓ ଭିତ୍ତିଭୂମି କ୍ଷେତ୍ରରେ ବୈପ୍ଳବିକ ପରିବର୍ତ୍ତନ ଆସନ୍ତା। ସରକାର, ନ୍ୟାୟପାଳିକା ଓ ନାଗରିକ ସମାଜ ମିଳିତ ଭାବେ କାର୍ଯ୍ୟ କଲେ ହିଁ କଳାଧନ ସମସ୍ୟାର ସମାଧାନ ସମ୍ଭବ। ଏଥିପାଇଁ ଦୃଢ଼ ରାଜନୈତିକ ଇଚ୍ଛାଶକ୍ତି ଦରକାର। bbox=[744, 1690, 1124, 1831]
poem-author: -କାଳିନ୍ଦୀ ଚରଣ ପାଣିଗ୍ରାହୀ bbox=[140, 164, 245, 176]
crop-mark-right-top: + bbox=[1478, 68, 1492, 93]
sudoku-cell bbox=[1194, 1756, 1228, 1791]
archive-box bbox=[1140, 1478, 1470, 1588]
sudoku-note: -ଏହାର ଉତ୍ତର ଆସନ୍ତାକାଲି ପ୍ରକାଶ ପାଇବ। bbox=[1210, 1978, 1400, 1990]
sudoku-solution-cell: 4 bbox=[1359, 2081, 1369, 2091]
poem-box bbox=[36, 10, 254, 210]
sudoku-cell: 9 bbox=[1400, 1790, 1434, 1825]
sudoku-solution-cell: 5 bbox=[1349, 2031, 1359, 2041]
sudoku-solution-cell: 2 bbox=[1409, 2061, 1419, 2071]
sudoku-solution-cell: 1 bbox=[1349, 2041, 1359, 2051]
jila-diary-headline: ଚକାରୁ ହାଓ୍ୱା ଖୋଲି ଟ୍ରାଫିକ୍ ନିୟନ୍ତ୍ରଣ bbox=[36, 328, 348, 352]
letter-body-2 bbox=[1140, 770, 1470, 976]
sudoku-cell bbox=[1297, 1722, 1331, 1756]
